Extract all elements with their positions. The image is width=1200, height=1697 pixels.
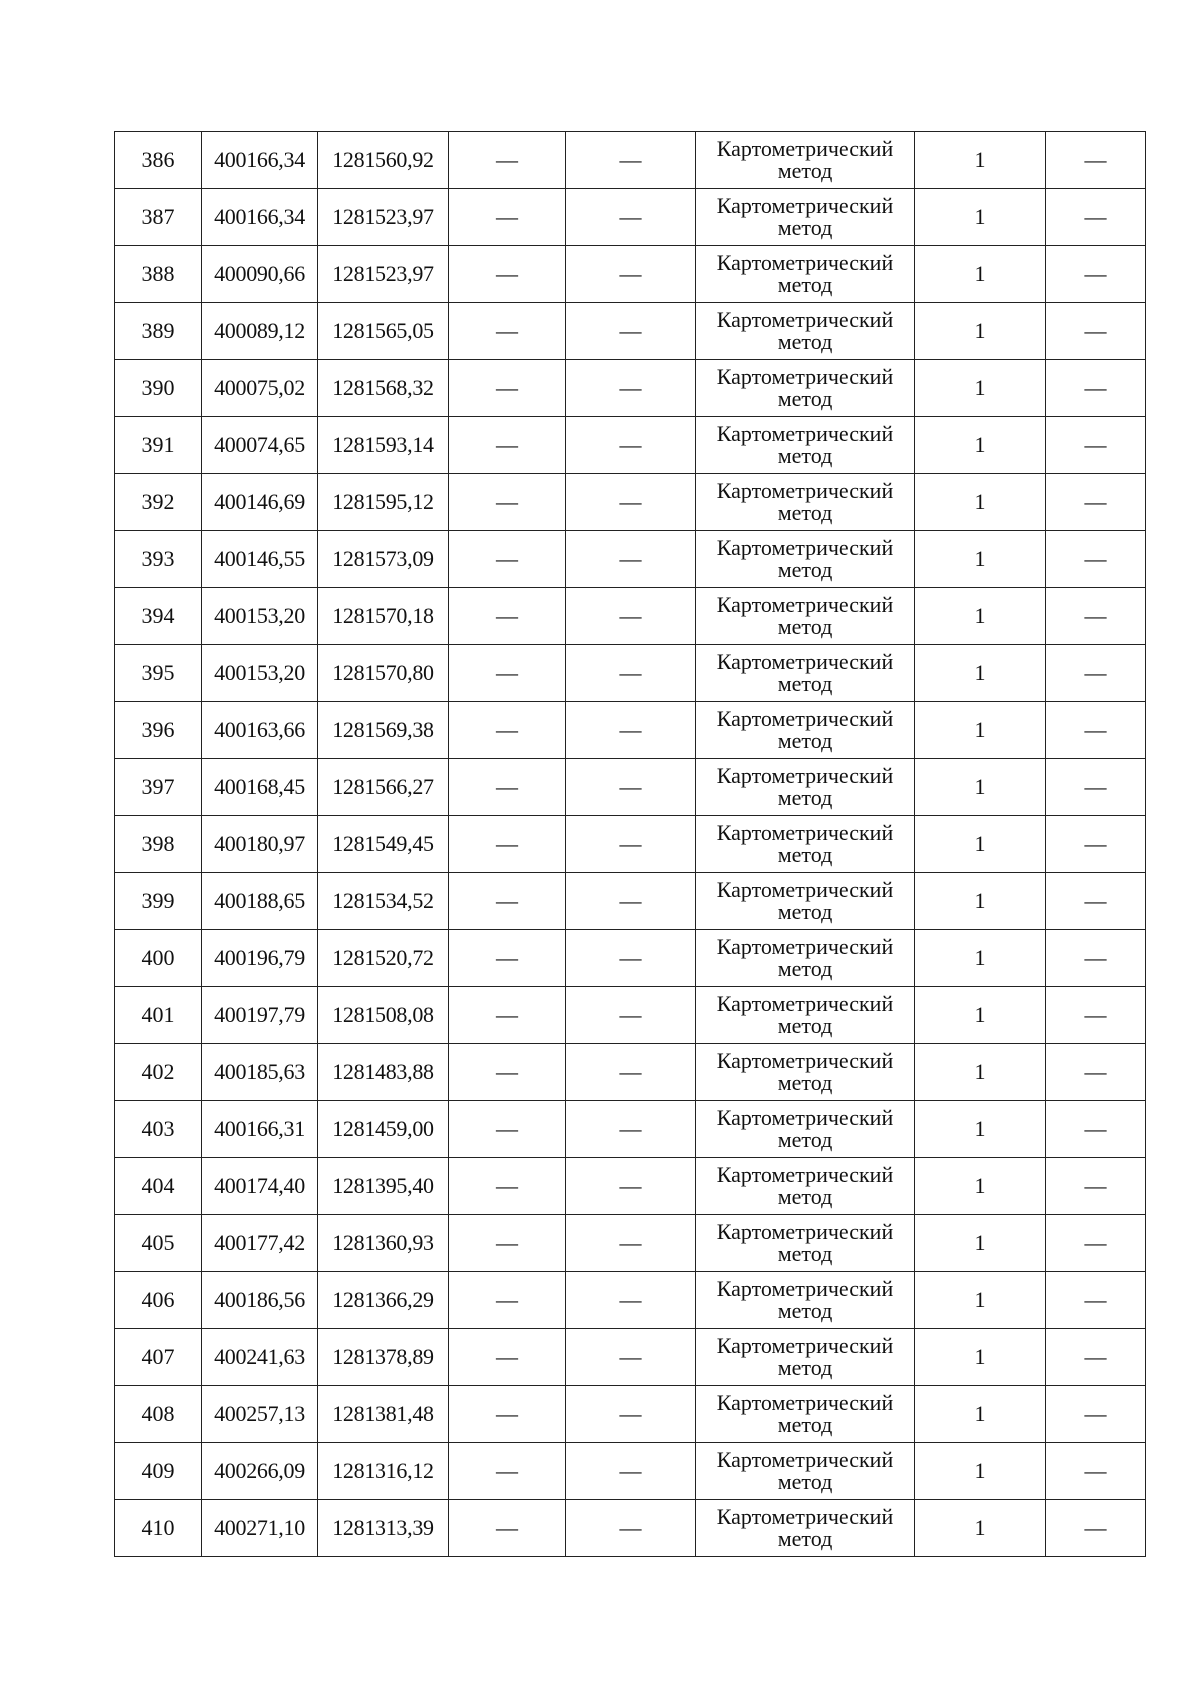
coordinate-x-cell: 400241,63 bbox=[202, 1329, 318, 1386]
method-cell bbox=[696, 930, 915, 987]
coordinate-x-cell: 400089,12 bbox=[202, 303, 318, 360]
method-cell bbox=[696, 588, 915, 645]
coordinate-y-cell: 1281459,00 bbox=[318, 1101, 449, 1158]
method-line-2: метод bbox=[777, 1070, 833, 1095]
method-line-1: Картометрический bbox=[716, 991, 894, 1016]
coordinate-y-cell: 1281523,97 bbox=[318, 189, 449, 246]
method-cell bbox=[696, 132, 915, 189]
method-line-2: метод bbox=[777, 158, 833, 183]
method-cell bbox=[696, 531, 915, 588]
method-line-2: метод bbox=[777, 728, 833, 753]
dash-cell: — bbox=[449, 303, 566, 360]
coordinate-x-cell: 400271,10 bbox=[202, 1500, 318, 1557]
accuracy-cell: 1 bbox=[915, 816, 1046, 873]
point-number-cell: 399 bbox=[115, 873, 202, 930]
dash-cell: — bbox=[1046, 1044, 1146, 1101]
dash-cell: — bbox=[566, 474, 696, 531]
method-cell bbox=[696, 987, 915, 1044]
method-line-2: метод bbox=[777, 1526, 833, 1551]
table-row bbox=[115, 930, 1146, 987]
method-line-1: Картометрический bbox=[716, 763, 894, 788]
point-number-cell: 393 bbox=[115, 531, 202, 588]
method-line-2: метод bbox=[777, 899, 833, 924]
coordinate-x-cell: 400166,34 bbox=[202, 132, 318, 189]
dash-cell: — bbox=[566, 1386, 696, 1443]
method-line-2: метод bbox=[777, 1469, 833, 1494]
dash-cell: — bbox=[566, 1329, 696, 1386]
method-line-2: метод bbox=[777, 671, 833, 696]
coordinate-x-cell: 400196,79 bbox=[202, 930, 318, 987]
method-cell bbox=[696, 702, 915, 759]
method-cell bbox=[696, 1443, 915, 1500]
point-number-cell: 400 bbox=[115, 930, 202, 987]
method-cell bbox=[696, 1044, 915, 1101]
dash-cell: — bbox=[449, 1101, 566, 1158]
method-line-1: Картометрический bbox=[716, 421, 894, 446]
method-cell bbox=[696, 873, 915, 930]
method-line-1: Картометрический bbox=[716, 592, 894, 617]
dash-cell: — bbox=[1046, 246, 1146, 303]
dash-cell: — bbox=[1046, 531, 1146, 588]
method-line-1: Картометрический bbox=[716, 649, 894, 674]
dash-cell: — bbox=[566, 531, 696, 588]
accuracy-cell: 1 bbox=[915, 759, 1046, 816]
coordinate-y-cell: 1281566,27 bbox=[318, 759, 449, 816]
dash-cell: — bbox=[566, 132, 696, 189]
coordinate-y-cell: 1281570,80 bbox=[318, 645, 449, 702]
table-row bbox=[115, 873, 1146, 930]
point-number-cell: 409 bbox=[115, 1443, 202, 1500]
method-cell bbox=[696, 303, 915, 360]
table-row bbox=[115, 1386, 1146, 1443]
dash-cell: — bbox=[1046, 873, 1146, 930]
dash-cell: — bbox=[1046, 1443, 1146, 1500]
method-line-2: метод bbox=[777, 386, 833, 411]
method-line-2: метод bbox=[777, 956, 833, 981]
dash-cell: — bbox=[1046, 987, 1146, 1044]
method-line-1: Картометрический bbox=[716, 706, 894, 731]
coordinate-y-cell: 1281366,29 bbox=[318, 1272, 449, 1329]
dash-cell: — bbox=[566, 645, 696, 702]
coordinate-x-cell: 400153,20 bbox=[202, 645, 318, 702]
accuracy-cell: 1 bbox=[915, 303, 1046, 360]
table-row bbox=[115, 1158, 1146, 1215]
dash-cell: — bbox=[566, 1500, 696, 1557]
dash-cell: — bbox=[566, 417, 696, 474]
method-cell bbox=[696, 474, 915, 531]
coordinate-x-cell: 400075,02 bbox=[202, 360, 318, 417]
method-line-2: метод bbox=[777, 842, 833, 867]
dash-cell: — bbox=[449, 873, 566, 930]
accuracy-cell: 1 bbox=[915, 1101, 1046, 1158]
table-row bbox=[115, 246, 1146, 303]
coordinate-x-cell: 400163,66 bbox=[202, 702, 318, 759]
method-line-1: Картометрический bbox=[716, 1162, 894, 1187]
coordinate-y-cell: 1281360,93 bbox=[318, 1215, 449, 1272]
dash-cell: — bbox=[1046, 588, 1146, 645]
accuracy-cell: 1 bbox=[915, 1158, 1046, 1215]
table-row bbox=[115, 588, 1146, 645]
method-line-1: Картометрический bbox=[716, 250, 894, 275]
point-number-cell: 410 bbox=[115, 1500, 202, 1557]
method-line-2: метод bbox=[777, 614, 833, 639]
accuracy-cell: 1 bbox=[915, 474, 1046, 531]
method-line-2: метод bbox=[777, 785, 833, 810]
table-row bbox=[115, 702, 1146, 759]
method-cell bbox=[696, 1386, 915, 1443]
method-line-1: Картометрический bbox=[716, 820, 894, 845]
coordinate-y-cell: 1281395,40 bbox=[318, 1158, 449, 1215]
coordinate-x-cell: 400174,40 bbox=[202, 1158, 318, 1215]
dash-cell: — bbox=[449, 1329, 566, 1386]
coordinate-y-cell: 1281573,09 bbox=[318, 531, 449, 588]
coordinate-y-cell: 1281523,97 bbox=[318, 246, 449, 303]
dash-cell: — bbox=[449, 816, 566, 873]
dash-cell: — bbox=[449, 1386, 566, 1443]
method-line-1: Картометрический bbox=[716, 877, 894, 902]
method-cell bbox=[696, 1500, 915, 1557]
method-line-1: Картометрический bbox=[716, 1333, 894, 1358]
coordinate-y-cell: 1281549,45 bbox=[318, 816, 449, 873]
method-cell bbox=[696, 360, 915, 417]
accuracy-cell: 1 bbox=[915, 1215, 1046, 1272]
method-line-2: метод bbox=[777, 500, 833, 525]
accuracy-cell: 1 bbox=[915, 1443, 1046, 1500]
accuracy-cell: 1 bbox=[915, 246, 1046, 303]
method-line-2: метод bbox=[777, 443, 833, 468]
point-number-cell: 401 bbox=[115, 987, 202, 1044]
coordinate-x-cell: 400257,13 bbox=[202, 1386, 318, 1443]
dash-cell: — bbox=[449, 1044, 566, 1101]
method-line-1: Картометрический bbox=[716, 1219, 894, 1244]
point-number-cell: 398 bbox=[115, 816, 202, 873]
accuracy-cell: 1 bbox=[915, 132, 1046, 189]
coordinate-y-cell: 1281316,12 bbox=[318, 1443, 449, 1500]
table-row bbox=[115, 189, 1146, 246]
dash-cell: — bbox=[566, 360, 696, 417]
method-line-1: Картометрический bbox=[716, 364, 894, 389]
dash-cell: — bbox=[566, 987, 696, 1044]
coordinate-y-cell: 1281560,92 bbox=[318, 132, 449, 189]
coordinate-y-cell: 1281520,72 bbox=[318, 930, 449, 987]
method-cell bbox=[696, 645, 915, 702]
dash-cell: — bbox=[566, 588, 696, 645]
point-number-cell: 402 bbox=[115, 1044, 202, 1101]
point-number-cell: 406 bbox=[115, 1272, 202, 1329]
table-row bbox=[115, 1329, 1146, 1386]
coordinate-x-cell: 400153,20 bbox=[202, 588, 318, 645]
coordinate-x-cell: 400074,65 bbox=[202, 417, 318, 474]
table-row bbox=[115, 417, 1146, 474]
dash-cell: — bbox=[449, 759, 566, 816]
dash-cell: — bbox=[1046, 816, 1146, 873]
dash-cell: — bbox=[566, 1272, 696, 1329]
table-row bbox=[115, 1500, 1146, 1557]
accuracy-cell: 1 bbox=[915, 702, 1046, 759]
point-number-cell: 390 bbox=[115, 360, 202, 417]
point-number-cell: 387 bbox=[115, 189, 202, 246]
dash-cell: — bbox=[566, 189, 696, 246]
method-cell bbox=[696, 1329, 915, 1386]
method-cell bbox=[696, 1215, 915, 1272]
accuracy-cell: 1 bbox=[915, 1044, 1046, 1101]
dash-cell: — bbox=[1046, 303, 1146, 360]
method-line-2: метод bbox=[777, 1412, 833, 1437]
dash-cell: — bbox=[1046, 1329, 1146, 1386]
coordinate-y-cell: 1281595,12 bbox=[318, 474, 449, 531]
accuracy-cell: 1 bbox=[915, 1272, 1046, 1329]
method-line-1: Картометрический bbox=[716, 136, 894, 161]
table-row bbox=[115, 816, 1146, 873]
table-row bbox=[115, 1101, 1146, 1158]
method-line-1: Картометрический bbox=[716, 307, 894, 332]
method-line-2: метод bbox=[777, 1184, 833, 1209]
dash-cell: — bbox=[449, 189, 566, 246]
dash-cell: — bbox=[1046, 360, 1146, 417]
coordinate-x-cell: 400146,69 bbox=[202, 474, 318, 531]
point-number-cell: 389 bbox=[115, 303, 202, 360]
coordinate-y-cell: 1281570,18 bbox=[318, 588, 449, 645]
point-number-cell: 391 bbox=[115, 417, 202, 474]
coordinate-y-cell: 1281593,14 bbox=[318, 417, 449, 474]
coordinate-y-cell: 1281313,39 bbox=[318, 1500, 449, 1557]
coordinate-x-cell: 400180,97 bbox=[202, 816, 318, 873]
table-row bbox=[115, 132, 1146, 189]
accuracy-cell: 1 bbox=[915, 1386, 1046, 1443]
dash-cell: — bbox=[566, 246, 696, 303]
coordinate-y-cell: 1281483,88 bbox=[318, 1044, 449, 1101]
coordinate-x-cell: 400185,63 bbox=[202, 1044, 318, 1101]
coordinate-x-cell: 400166,34 bbox=[202, 189, 318, 246]
dash-cell: — bbox=[1046, 645, 1146, 702]
accuracy-cell: 1 bbox=[915, 588, 1046, 645]
method-line-1: Картометрический bbox=[716, 934, 894, 959]
method-line-1: Картометрический bbox=[716, 1504, 894, 1529]
table-body bbox=[115, 132, 1146, 1557]
dash-cell: — bbox=[566, 759, 696, 816]
method-line-1: Картометрический bbox=[716, 1048, 894, 1073]
method-line-2: метод bbox=[777, 1298, 833, 1323]
coordinate-y-cell: 1281381,48 bbox=[318, 1386, 449, 1443]
point-number-cell: 405 bbox=[115, 1215, 202, 1272]
dash-cell: — bbox=[566, 1101, 696, 1158]
dash-cell: — bbox=[1046, 1272, 1146, 1329]
method-cell bbox=[696, 189, 915, 246]
dash-cell: — bbox=[449, 531, 566, 588]
table-row bbox=[115, 1272, 1146, 1329]
dash-cell: — bbox=[566, 702, 696, 759]
method-line-2: метод bbox=[777, 1355, 833, 1380]
dash-cell: — bbox=[566, 816, 696, 873]
point-number-cell: 407 bbox=[115, 1329, 202, 1386]
dash-cell: — bbox=[566, 1044, 696, 1101]
dash-cell: — bbox=[1046, 1500, 1146, 1557]
dash-cell: — bbox=[449, 702, 566, 759]
dash-cell: — bbox=[566, 1443, 696, 1500]
dash-cell: — bbox=[566, 930, 696, 987]
method-line-2: метод bbox=[777, 1013, 833, 1038]
coordinate-y-cell: 1281378,89 bbox=[318, 1329, 449, 1386]
dash-cell: — bbox=[449, 930, 566, 987]
dash-cell: — bbox=[1046, 759, 1146, 816]
dash-cell: — bbox=[449, 246, 566, 303]
method-line-2: метод bbox=[777, 329, 833, 354]
coordinate-x-cell: 400266,09 bbox=[202, 1443, 318, 1500]
coordinate-x-cell: 400177,42 bbox=[202, 1215, 318, 1272]
method-line-2: метод bbox=[777, 272, 833, 297]
dash-cell: — bbox=[1046, 702, 1146, 759]
accuracy-cell: 1 bbox=[915, 873, 1046, 930]
accuracy-cell: 1 bbox=[915, 987, 1046, 1044]
dash-cell: — bbox=[449, 1443, 566, 1500]
method-cell bbox=[696, 417, 915, 474]
dash-cell: — bbox=[1046, 1215, 1146, 1272]
coordinate-y-cell: 1281534,52 bbox=[318, 873, 449, 930]
method-cell bbox=[696, 816, 915, 873]
method-line-2: метод bbox=[777, 1127, 833, 1152]
accuracy-cell: 1 bbox=[915, 417, 1046, 474]
table-row bbox=[115, 987, 1146, 1044]
coordinate-y-cell: 1281569,38 bbox=[318, 702, 449, 759]
method-cell bbox=[696, 759, 915, 816]
dash-cell: — bbox=[449, 645, 566, 702]
coordinate-y-cell: 1281568,32 bbox=[318, 360, 449, 417]
dash-cell: — bbox=[449, 1500, 566, 1557]
method-line-1: Картометрический bbox=[716, 535, 894, 560]
point-number-cell: 397 bbox=[115, 759, 202, 816]
coordinate-x-cell: 400090,66 bbox=[202, 246, 318, 303]
table-row bbox=[115, 645, 1146, 702]
dash-cell: — bbox=[449, 987, 566, 1044]
table-row bbox=[115, 1044, 1146, 1101]
table-row bbox=[115, 474, 1146, 531]
table-row bbox=[115, 759, 1146, 816]
method-line-1: Картометрический bbox=[716, 1276, 894, 1301]
dash-cell: — bbox=[1046, 189, 1146, 246]
coordinate-x-cell: 400197,79 bbox=[202, 987, 318, 1044]
dash-cell: — bbox=[449, 1215, 566, 1272]
dash-cell: — bbox=[1046, 1101, 1146, 1158]
coordinate-x-cell: 400166,31 bbox=[202, 1101, 318, 1158]
table-row bbox=[115, 360, 1146, 417]
method-line-2: метод bbox=[777, 557, 833, 582]
accuracy-cell: 1 bbox=[915, 930, 1046, 987]
point-number-cell: 392 bbox=[115, 474, 202, 531]
table-row bbox=[115, 303, 1146, 360]
accuracy-cell: 1 bbox=[915, 645, 1046, 702]
table-row bbox=[115, 1443, 1146, 1500]
dash-cell: — bbox=[1046, 1386, 1146, 1443]
point-number-cell: 403 bbox=[115, 1101, 202, 1158]
point-number-cell: 395 bbox=[115, 645, 202, 702]
table-row bbox=[115, 531, 1146, 588]
table-row bbox=[115, 1215, 1146, 1272]
point-number-cell: 404 bbox=[115, 1158, 202, 1215]
coordinate-x-cell: 400146,55 bbox=[202, 531, 318, 588]
method-line-2: метод bbox=[777, 1241, 833, 1266]
dash-cell: — bbox=[449, 417, 566, 474]
method-line-1: Картометрический bbox=[716, 1105, 894, 1130]
dash-cell: — bbox=[1046, 132, 1146, 189]
coordinate-x-cell: 400168,45 bbox=[202, 759, 318, 816]
point-number-cell: 396 bbox=[115, 702, 202, 759]
accuracy-cell: 1 bbox=[915, 1329, 1046, 1386]
point-number-cell: 394 bbox=[115, 588, 202, 645]
method-cell bbox=[696, 246, 915, 303]
method-line-1: Картометрический bbox=[716, 478, 894, 503]
dash-cell: — bbox=[1046, 930, 1146, 987]
method-cell bbox=[696, 1101, 915, 1158]
accuracy-cell: 1 bbox=[915, 360, 1046, 417]
method-line-1: Картометрический bbox=[716, 1390, 894, 1415]
point-number-cell: 386 bbox=[115, 132, 202, 189]
method-cell bbox=[696, 1158, 915, 1215]
dash-cell: — bbox=[1046, 1158, 1146, 1215]
dash-cell: — bbox=[449, 132, 566, 189]
coordinate-x-cell: 400186,56 bbox=[202, 1272, 318, 1329]
coordinate-x-cell: 400188,65 bbox=[202, 873, 318, 930]
accuracy-cell: 1 bbox=[915, 1500, 1046, 1557]
dash-cell: — bbox=[566, 873, 696, 930]
accuracy-cell: 1 bbox=[915, 531, 1046, 588]
coordinate-y-cell: 1281508,08 bbox=[318, 987, 449, 1044]
dash-cell: — bbox=[566, 1215, 696, 1272]
dash-cell: — bbox=[566, 303, 696, 360]
dash-cell: — bbox=[566, 1158, 696, 1215]
point-number-cell: 408 bbox=[115, 1386, 202, 1443]
dash-cell: — bbox=[1046, 417, 1146, 474]
accuracy-cell: 1 bbox=[915, 189, 1046, 246]
dash-cell: — bbox=[449, 474, 566, 531]
dash-cell: — bbox=[1046, 474, 1146, 531]
coordinates-table bbox=[114, 131, 1146, 1557]
method-line-1: Картометрический bbox=[716, 193, 894, 218]
dash-cell: — bbox=[449, 1158, 566, 1215]
coordinate-y-cell: 1281565,05 bbox=[318, 303, 449, 360]
dash-cell: — bbox=[449, 588, 566, 645]
point-number-cell: 388 bbox=[115, 246, 202, 303]
method-cell bbox=[696, 1272, 915, 1329]
method-line-2: метод bbox=[777, 215, 833, 240]
dash-cell: — bbox=[449, 360, 566, 417]
dash-cell: — bbox=[449, 1272, 566, 1329]
method-line-1: Картометрический bbox=[716, 1447, 894, 1472]
